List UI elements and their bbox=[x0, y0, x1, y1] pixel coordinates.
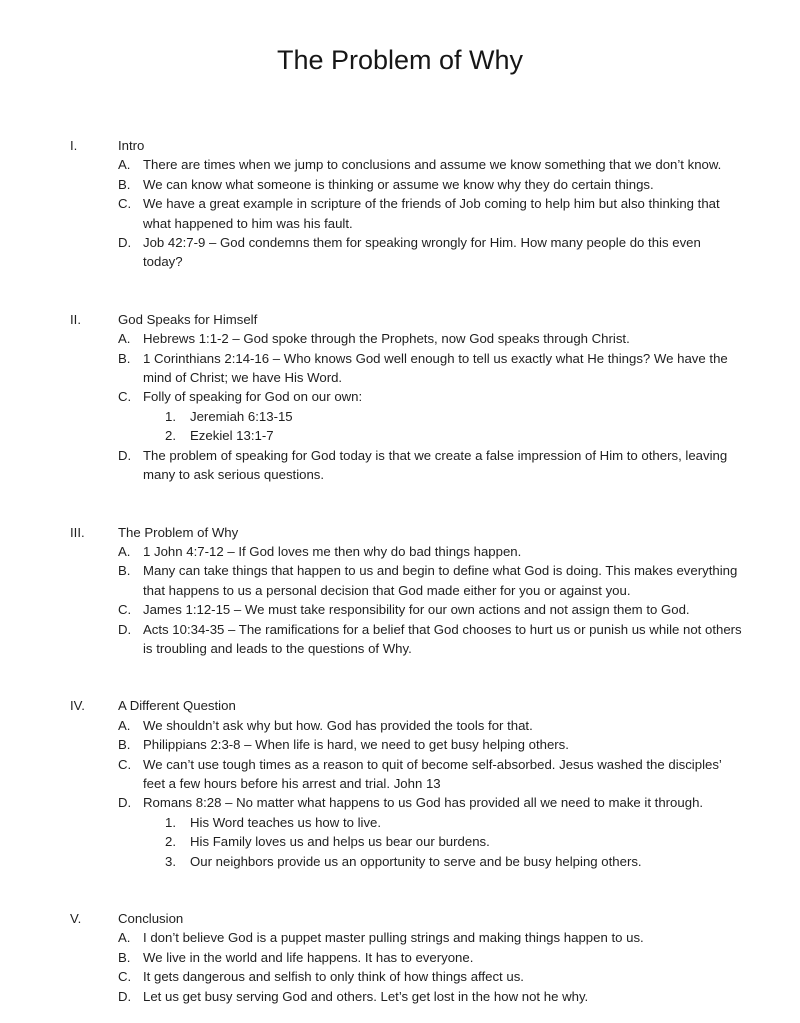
item-label: B. bbox=[118, 176, 131, 192]
item-text: 1 John 4:7-12 – If God loves me then why do bad things happen. bbox=[143, 543, 522, 559]
outline-subitem bbox=[165, 813, 744, 832]
item-text: Job 42:7-9 – God condemns them for speaking wrongly for Him. How many people do this even today? bbox=[143, 235, 701, 270]
item-body bbox=[143, 948, 744, 967]
item-body bbox=[143, 155, 744, 174]
section-heading: The Problem of Why bbox=[118, 524, 239, 540]
item-text: We live in the world and life happens. It has to everyone. bbox=[143, 949, 474, 965]
outline-item bbox=[118, 349, 744, 388]
section-numeral: I. bbox=[70, 138, 78, 153]
outline-item bbox=[118, 928, 744, 947]
item-text: 1 Corinthians 2:14-16 – Who knows God well enough to tell us exactly what He things? We have the mind of Christ; we have His Word. bbox=[143, 350, 728, 386]
item-body bbox=[143, 329, 744, 348]
outline-subitem bbox=[165, 407, 744, 426]
outline-item bbox=[118, 793, 744, 871]
item-body bbox=[143, 561, 744, 600]
item-body bbox=[143, 735, 744, 754]
outline-subitem bbox=[165, 832, 744, 851]
subitem-label: 2. bbox=[165, 834, 176, 850]
subitem-label: 2. bbox=[165, 428, 176, 444]
item-body bbox=[143, 716, 744, 735]
section-header bbox=[70, 523, 744, 542]
outline-section bbox=[70, 696, 744, 871]
outline-item bbox=[118, 233, 744, 272]
item-label: C. bbox=[118, 756, 132, 772]
item-body bbox=[143, 233, 744, 272]
item-body bbox=[143, 620, 744, 659]
outline-item bbox=[118, 948, 744, 967]
item-body bbox=[143, 755, 744, 794]
item-label: C. bbox=[118, 602, 132, 618]
item-body bbox=[143, 793, 744, 871]
outline-item bbox=[118, 987, 744, 1006]
item-body bbox=[143, 987, 744, 1006]
section-header bbox=[70, 696, 744, 715]
outline-item bbox=[118, 175, 744, 194]
item-text: We can know what someone is thinking or assume we know why they do certain things. bbox=[143, 176, 654, 192]
item-text: James 1:12-15 – We must take responsibility for our own actions and not assign them to God. bbox=[143, 602, 690, 618]
outline-section bbox=[70, 310, 744, 485]
section-header bbox=[70, 136, 744, 155]
outline-item bbox=[118, 387, 744, 445]
item-body bbox=[143, 446, 744, 485]
section-heading: A Different Question bbox=[118, 698, 236, 714]
item-label: A. bbox=[118, 543, 131, 559]
section-numeral: V. bbox=[70, 911, 82, 926]
item-text: Acts 10:34-35 – The ramifications for a belief that God chooses to hurt us or punish us while not others is troubling and leads to the questions of Why. bbox=[143, 621, 742, 656]
section-numeral: III. bbox=[70, 524, 85, 540]
item-text: Let us get busy serving God and others. Let’s get lost in the how not he why. bbox=[143, 988, 589, 1004]
section-numeral: II. bbox=[70, 311, 81, 327]
section-heading: Conclusion bbox=[118, 911, 184, 926]
item-text: Philippians 2:3-8 – When life is hard, we need to get busy helping others. bbox=[143, 737, 569, 753]
item-label: D. bbox=[118, 988, 132, 1004]
item-text: Hebrews 1:1-2 – God spoke through the Prophets, now God speaks through Christ. bbox=[143, 331, 630, 347]
outline bbox=[70, 136, 744, 1006]
item-label: B. bbox=[118, 949, 131, 965]
outline-section bbox=[70, 523, 744, 659]
item-body bbox=[143, 387, 744, 445]
subitem-text: Our neighbors provide us an opportunity to serve and be busy helping others. bbox=[190, 853, 642, 869]
outline-item bbox=[118, 716, 744, 735]
subitem-text: Ezekiel 13:1-7 bbox=[190, 428, 274, 444]
section-header bbox=[70, 310, 744, 329]
outline-section bbox=[70, 909, 744, 1006]
outline-item bbox=[118, 194, 744, 233]
subitem-label: 3. bbox=[165, 853, 176, 869]
outline-item bbox=[118, 735, 744, 754]
item-body bbox=[143, 542, 744, 561]
item-label: B. bbox=[118, 350, 131, 366]
item-body bbox=[143, 928, 744, 947]
subitem-text: His Word teaches us how to live. bbox=[190, 814, 382, 830]
outline-item bbox=[118, 620, 744, 659]
item-label: D. bbox=[118, 795, 132, 811]
subitem-label: 1. bbox=[165, 408, 176, 424]
item-text: We shouldn’t ask why but how. God has provided the tools for that. bbox=[143, 717, 533, 733]
item-body bbox=[143, 600, 744, 619]
subitem-text: Jeremiah 6:13-15 bbox=[190, 408, 293, 424]
item-body bbox=[143, 175, 744, 194]
section-heading: God Speaks for Himself bbox=[118, 311, 258, 327]
item-label: B. bbox=[118, 737, 131, 753]
outline-section bbox=[70, 136, 744, 272]
item-label: D. bbox=[118, 447, 132, 463]
item-label: B. bbox=[118, 563, 131, 579]
section-heading: Intro bbox=[118, 138, 145, 153]
section-numeral: IV. bbox=[70, 698, 85, 714]
section-header bbox=[70, 909, 744, 928]
item-text: I don’t believe God is a puppet master pulling strings and making things happen to us. bbox=[143, 930, 644, 946]
outline-item bbox=[118, 329, 744, 348]
subitem-label: 1. bbox=[165, 814, 176, 830]
item-body bbox=[143, 967, 744, 986]
item-text: It gets dangerous and selfish to only think of how things affect us. bbox=[143, 969, 524, 985]
outline-item bbox=[118, 755, 744, 794]
subitem-text: His Family loves us and helps us bear our burdens. bbox=[190, 834, 490, 850]
outline-item bbox=[118, 542, 744, 561]
item-text: There are times when we jump to conclusions and assume we know something that we don’t know. bbox=[143, 157, 722, 173]
outline-item bbox=[118, 600, 744, 619]
item-text: We have a great example in scripture of the friends of Job coming to help him but also thinking that what happened to him was his fault. bbox=[143, 196, 720, 231]
item-body bbox=[143, 194, 744, 233]
item-label: A. bbox=[118, 930, 131, 946]
outline-item bbox=[118, 967, 744, 986]
item-label: A. bbox=[118, 331, 131, 347]
item-label: D. bbox=[118, 235, 132, 251]
item-label: A. bbox=[118, 157, 131, 173]
item-text: We can’t use tough times as a reason to quit of become self-absorbed. Jesus washed the disciples’ feet a few hours before his arrest and trial. John 13 bbox=[143, 756, 722, 791]
outline-subitem bbox=[165, 426, 744, 445]
item-text: The problem of speaking for God today is that we create a false impression of Him to others, leaving many to ask serious questions. bbox=[143, 447, 728, 483]
item-text: Many can take things that happen to us and begin to define what God is doing. This makes everything that happens to us a personal decision that God made either for you or against you. bbox=[143, 563, 738, 598]
item-label: A. bbox=[118, 717, 131, 733]
item-label: C. bbox=[118, 389, 132, 405]
item-body bbox=[143, 349, 744, 388]
outline-item bbox=[118, 155, 744, 174]
item-text: Romans 8:28 – No matter what happens to us God has provided all we need to make it through. bbox=[143, 795, 704, 811]
item-label: C. bbox=[118, 196, 132, 212]
item-label: D. bbox=[118, 621, 132, 637]
outline-subitem bbox=[165, 852, 744, 871]
item-label: C. bbox=[118, 969, 132, 985]
document-title: The Problem of Why bbox=[276, 45, 524, 75]
item-text: Folly of speaking for God on our own: bbox=[143, 389, 363, 405]
outline-item bbox=[118, 561, 744, 600]
outline-item bbox=[118, 446, 744, 485]
